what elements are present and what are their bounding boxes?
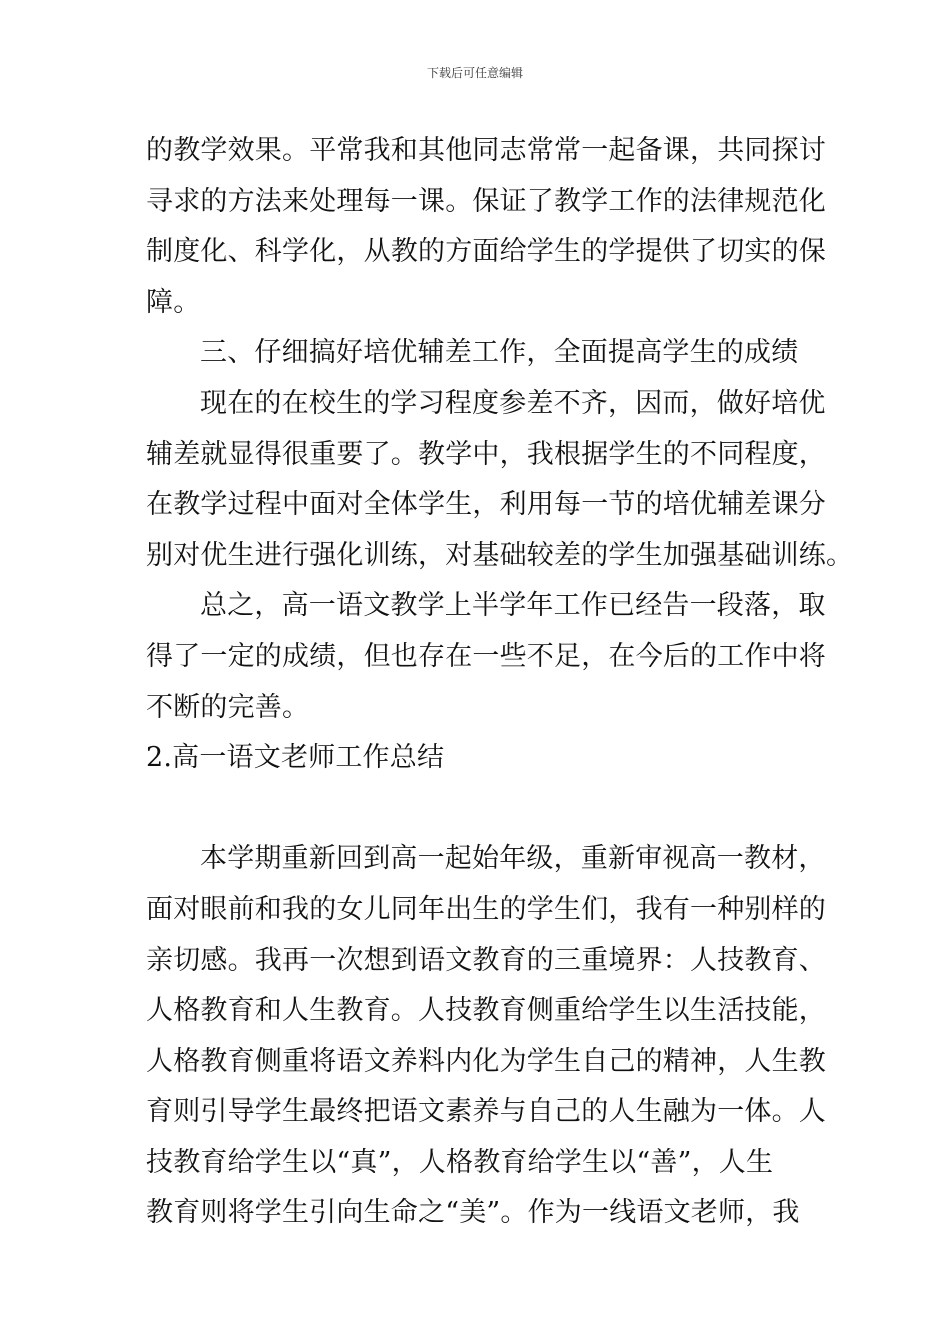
paragraph-line: 的教学效果。平常我和其他同志常常一起备课，共同探讨	[146, 135, 826, 166]
paragraph-line: 得了一定的成绩，但也存在一些不足，在今后的工作中将	[146, 640, 826, 672]
paragraph-line: 教育则将学生引向生命之“美”。作为一线语文老师，我	[146, 1197, 800, 1229]
paragraph-line: 在教学过程中面对全体学生，利用每一节的培优辅差课分	[146, 489, 826, 521]
paragraph-line: 技教育给学生以“真”，人格教育给学生以“善”，人生	[146, 1146, 774, 1178]
paragraph-line: 障。	[146, 286, 201, 318]
paragraph-line: 人格教育侧重将语文养料内化为学生自己的精神，人生教	[146, 1045, 826, 1077]
paragraph-line: 人格教育和人生教育。人技教育侧重给学生以生活技能，	[146, 995, 826, 1027]
paragraph-line: 现在的在校生的学习程度参差不齐，因而，做好培优	[200, 387, 826, 419]
paragraph-line: 总之，高一语文教学上半学年工作已经告一段落，取	[200, 590, 826, 622]
document-body	[146, 126, 854, 1239]
paragraph-line: 制度化、科学化，从教的方面给学生的学提供了切实的保	[146, 236, 826, 268]
section-heading: 三、仔细搞好培优辅差工作，全面提高学生的成绩	[200, 337, 799, 369]
paragraph-line: 面对眼前和我的女儿同年出生的学生们，我有一种别样的	[146, 893, 826, 925]
paragraph-line: 育则引导学生最终把语文素养与自己的人生融为一体。人	[146, 1096, 826, 1128]
article-title: 2.高一语文老师工作总结	[146, 742, 445, 774]
paragraph-line: 不断的完善。	[146, 691, 310, 723]
page-header: 下载后可任意编辑	[426, 66, 523, 80]
paragraph-line: 寻求的方法来处理每一课。保证了教学工作的法律规范化	[146, 185, 826, 217]
paragraph-line: 别对优生进行强化训练，对基础较差的学生加强基础训练。	[146, 539, 854, 571]
paragraph-line: 亲切感。我再一次想到语文教育的三重境界：人技教育、	[146, 944, 826, 976]
blank-line	[146, 784, 810, 835]
paragraph-line: 本学期重新回到高一起始年级，重新审视高一教材，	[200, 843, 826, 875]
paragraph-line: 辅差就显得很重要了。教学中，我根据学生的不同程度，	[146, 438, 826, 470]
